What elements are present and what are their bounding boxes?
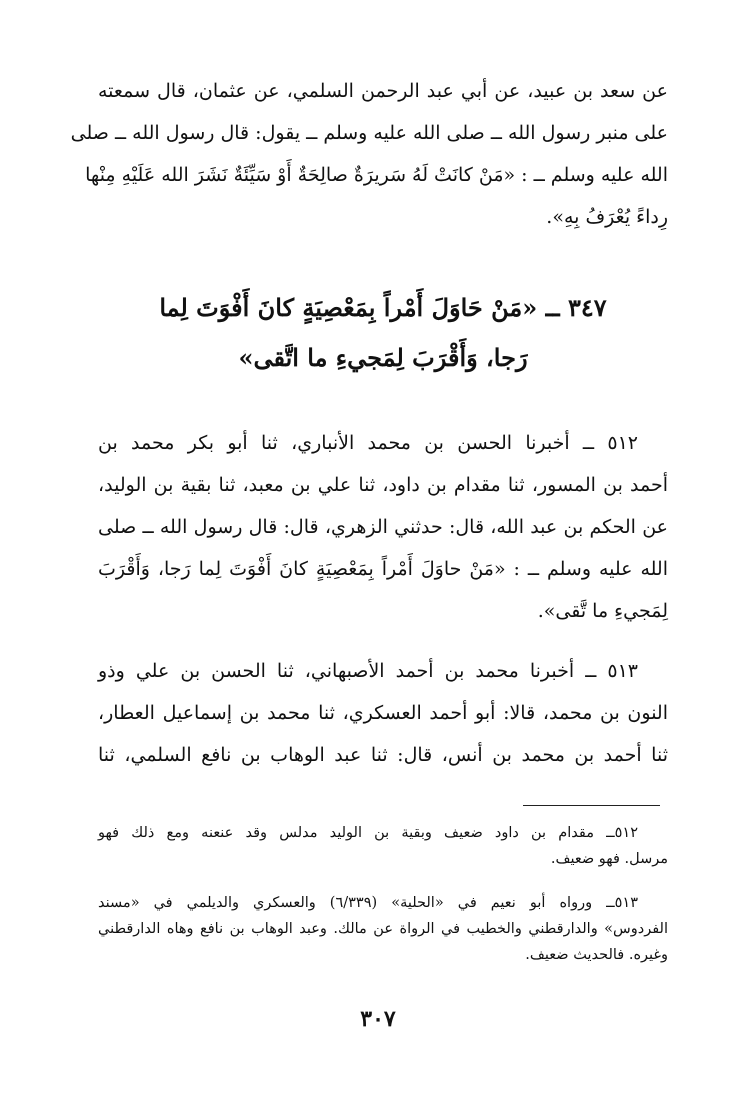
text-line: الله عليه وسلم ــ : «مَنْ كانَتْ لَهُ سَريرَةٌ صالِحَةٌ أَوْ سَيِّئَةٌ نَشَرَ الله عَلَيْهِ مِنْها — [85, 164, 668, 186]
heading-line: رَجا، وَأَقْرَبَ لِمَجيءِ ما اتَّقى» — [238, 343, 528, 372]
text-line: لِمَجيءِ ما تَّقى». — [537, 600, 668, 622]
footnote-513 — [98, 890, 668, 968]
text-line: رِداءً يُعْرَفُ بِهِ». — [546, 206, 668, 228]
paragraph-512 — [98, 422, 668, 632]
text-line: النون بن محمد، قالا: أبو أحمد العسكري، ثنا محمد بن إسماعيل العطار، — [98, 702, 668, 724]
page-number: ٣٠٧ — [360, 1006, 396, 1032]
text-line: ٥١٣ ــ أخبرنا محمد بن أحمد الأصبهاني، ثنا الحسن بن علي وذو — [98, 660, 638, 682]
footnote-divider — [523, 805, 660, 806]
text-line: عن الحكم بن عبد الله، قال: حدثني الزهري، قال: قال رسول الله ــ صلى — [98, 516, 668, 538]
footnote-line: الفردوس» والدارقطني والخطيب في الرواة عن مالك. وعبد الوهاب بن نافع وهاه الدارقطني — [98, 921, 668, 937]
footnote-line: مرسل. فهو ضعيف. — [550, 851, 668, 867]
text-line: عن سعد بن عبيد، عن أبي عبد الرحمن السلمي، عن عثمان، قال سمعته — [98, 80, 668, 102]
text-line: ثنا أحمد بن محمد بن أنس، قال: ثنا عبد الوهاب بن نافع السلمي، ثنا — [98, 744, 668, 766]
paragraph-513 — [98, 650, 668, 776]
text-line: أحمد بن المسور، ثنا مقدام بن داود، ثنا علي بن معبد، ثنا بقية بن الوليد، — [98, 474, 668, 496]
footnote-512 — [98, 820, 668, 872]
footnote-line: ٥١٣ــ ورواه أبو نعيم في «الحلية» (٦/٣٣٩) والعسكري والديلمي في «مسند — [98, 895, 638, 911]
footnote-line: وغيره. فالحديث ضعيف. — [525, 947, 668, 963]
footnote-line: ٥١٢ــ مقدام بن داود ضعيف وبقية بن الوليد مدلس وقد عنعنه ومع ذلك فهو — [98, 825, 638, 841]
text-line: الله عليه وسلم ــ : «مَنْ حاوَلَ أَمْراً بِمَعْصِيَةٍ كانَ أَفْوَتَ لِما رَجا، وَأَقْرَبَ — [98, 558, 668, 580]
text-line: على منبر رسول الله ــ صلى الله عليه وسلم ــ يقول: قال رسول الله ــ صلى — [70, 122, 668, 144]
text-line: ٥١٢ ــ أخبرنا الحسن بن محمد الأنباري، ثنا أبو بكر محمد بن — [98, 432, 638, 454]
top-paragraph — [70, 70, 668, 238]
heading-line: ٣٤٧ ــ «مَنْ حَاوَلَ أَمْراً بِمَعْصِيَةٍ كانَ أَفْوَتَ لِما — [159, 293, 607, 322]
hadith-heading-347 — [98, 283, 668, 383]
